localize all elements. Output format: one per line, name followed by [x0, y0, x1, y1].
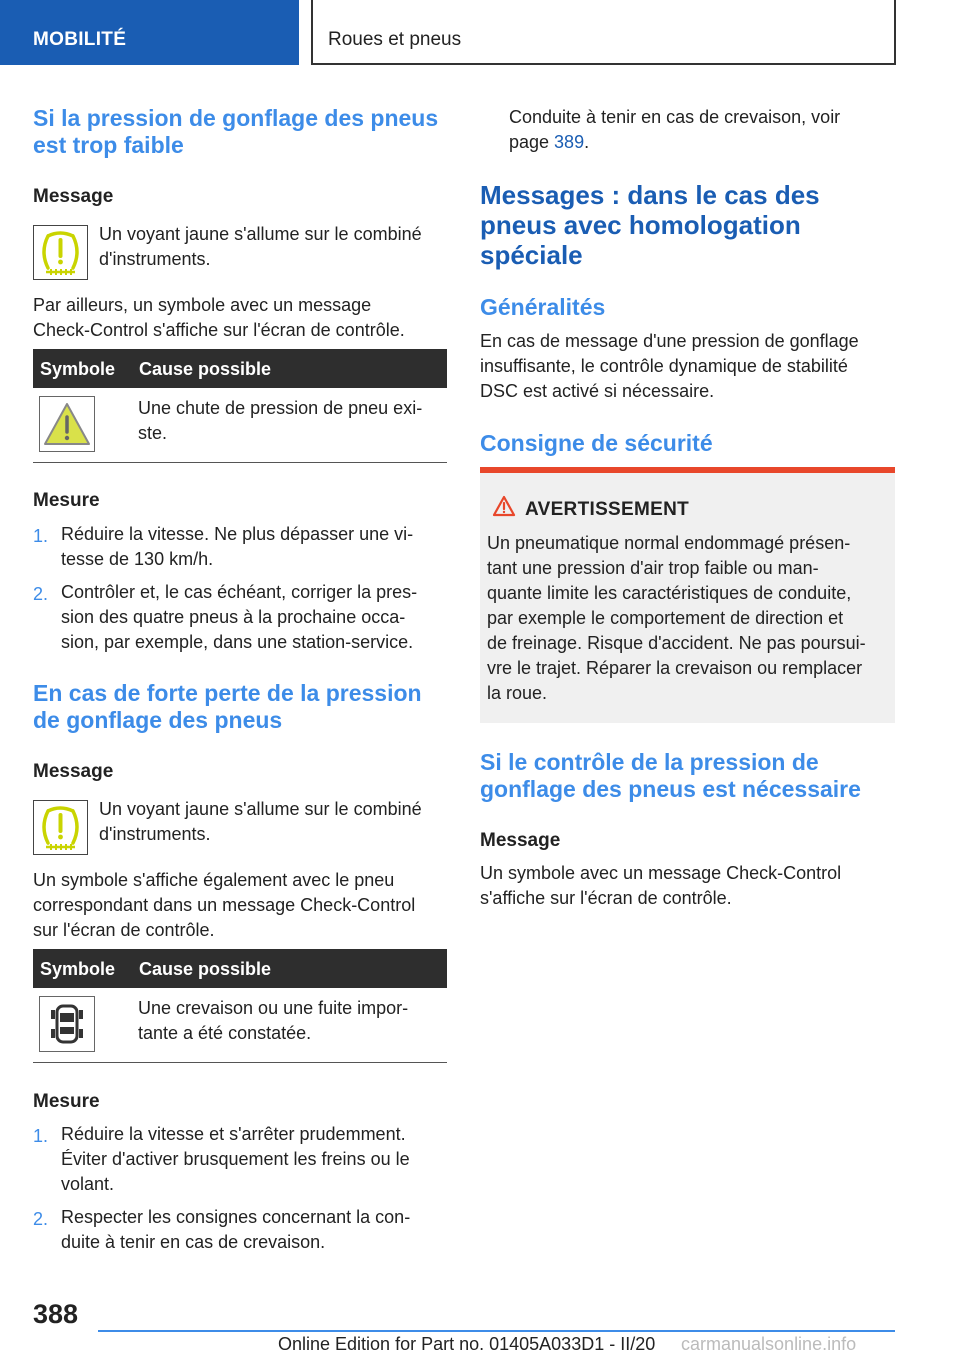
column-symbol: Symbole: [40, 959, 116, 979]
warning-text: Un pneumatique normal endommagé présen- tant une pression d'air trop faible ou man- quante limite les caractéristiques de conduite, par exemple le comportement de direction et de freinage. Risque d'accident. Ne pas poursui- vre le trajet. Réparer la crevaison ou remplacer la roue.: [487, 533, 866, 703]
section-heading-low-pressure: Si la pression de gonflage des pneus est trop faible: [33, 105, 439, 158]
section-tab: [0, 0, 299, 65]
edition-text: Online Edition for Part no. 01405A033D1 - II/20: [278, 1334, 656, 1354]
page-number: 388: [33, 1299, 79, 1329]
list-number: 1.: [33, 526, 49, 546]
continuation-text: Conduite à tenir en cas de crevaison, voir page 389.: [509, 107, 841, 152]
general-paragraph: En cas de message d'une pression de gonflage insuffisante, le contrôle dynamique de stabilité DSC est activé si nécessaire.: [480, 331, 859, 401]
mesure-label: Mesure: [33, 490, 100, 511]
warning-box: [480, 467, 895, 723]
footer-rule: [98, 1330, 895, 1332]
section-heading-check-needed: Si le contrôle de la pression de gonflage des pneus est nécessaire: [480, 749, 861, 802]
message-text: Un voyant jaune s'allume sur le combiné d'instruments.: [99, 224, 422, 269]
message-label: Message: [480, 830, 561, 851]
chapter-heading-special-tires: Messages : dans le cas des pneus avec homologation spéciale: [480, 180, 820, 270]
warning-triangle-icon: [39, 396, 95, 452]
watermark: carmanualsonline.info: [681, 1334, 857, 1354]
list-number: 2.: [33, 1209, 49, 1229]
warning-title: AVERTISSEMENT: [525, 499, 690, 520]
section-title: MOBILITÉ: [33, 29, 127, 50]
list-item: Réduire la vitesse et s'arrêter prudemment. Éviter d'activer brusquement les freins ou le volant.: [61, 1124, 410, 1194]
column-symbol: Symbole: [40, 359, 116, 379]
paragraph-symbol-tire: Un symbole s'affiche également avec le pneu correspondant dans un message Check-Control sur l'écran de contrôle.: [33, 870, 416, 940]
list-number: 1.: [33, 1126, 49, 1146]
message-label: Message: [33, 186, 114, 207]
tire-pressure-warning-icon: [33, 225, 88, 280]
section-heading-strong-loss: En cas de forte perte de la pression de gonflage des pneus: [33, 680, 422, 733]
table-header: [33, 349, 447, 388]
mesure-label: Mesure: [33, 1091, 100, 1112]
table-divider: [33, 462, 447, 463]
list-item: Réduire la vitesse. Ne plus dépasser une vi- tesse de 130 km/h.: [61, 524, 414, 569]
section-heading-safety: Consigne de sécurité: [480, 430, 713, 456]
column-cause: Cause possible: [139, 959, 272, 979]
paragraph-check-control: Par ailleurs, un symbole avec un message Check-Control s'affiche sur l'écran de contrôle.: [33, 295, 405, 340]
topic-title: Roues et pneus: [328, 29, 462, 50]
list-number: 2.: [33, 584, 49, 604]
car-tire-puncture-icon: [39, 996, 95, 1052]
message-paragraph: Un symbole avec un message Check-Control s'affiche sur l'écran de contrôle.: [480, 863, 842, 908]
table-header: [33, 949, 447, 988]
table-cell-cause: Une crevaison ou une fuite impor- tante a été constatée.: [138, 998, 409, 1043]
topic-tab: [311, 0, 896, 65]
message-text: Un voyant jaune s'allume sur le combiné d'instruments.: [99, 799, 422, 844]
page-link[interactable]: 389: [554, 132, 585, 152]
section-heading-general: Généralités: [480, 294, 606, 320]
warning-triangle-icon: [492, 495, 516, 517]
list-item: Respecter les consignes concernant la con- duite à tenir en cas de crevaison.: [61, 1207, 411, 1252]
table-cell-cause: Une chute de pression de pneu exi- ste.: [138, 398, 423, 443]
message-label: Message: [33, 761, 114, 782]
list-item: Contrôler et, le cas échéant, corriger la pres- sion des quatre pneus à la prochaine occa- sion, par exemple, dans une station-service.: [61, 582, 418, 652]
table-divider: [33, 1062, 447, 1063]
tire-pressure-warning-icon: [33, 800, 88, 855]
column-cause: Cause possible: [139, 359, 272, 379]
